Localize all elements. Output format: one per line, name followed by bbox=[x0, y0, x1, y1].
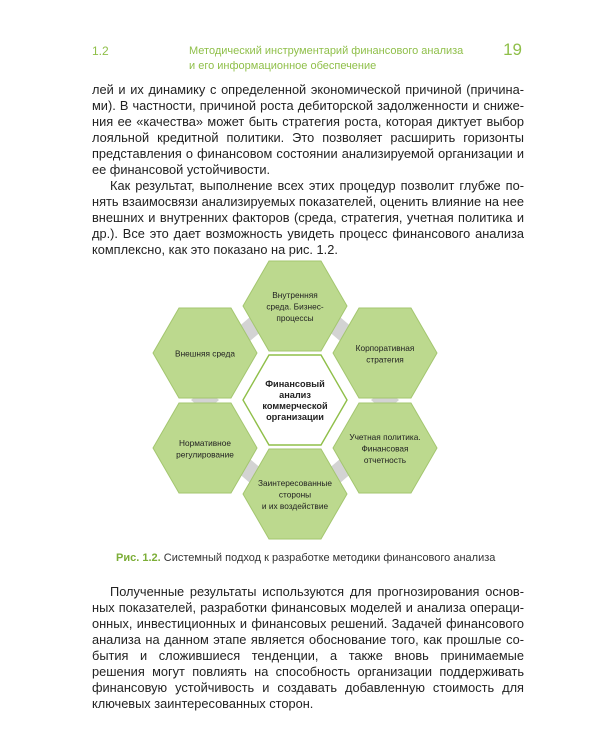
hex-label-line: Корпоративная bbox=[355, 342, 415, 353]
hex-bottom bbox=[243, 449, 347, 539]
hex-shape bbox=[333, 308, 437, 398]
hex-center bbox=[243, 355, 347, 445]
hex-label-line: стороны bbox=[278, 489, 312, 500]
hex-upper-left bbox=[153, 308, 257, 398]
hex-label-line: стратегия bbox=[366, 354, 404, 365]
hex-label-line: отчетность bbox=[363, 455, 407, 465]
hex-upper-right bbox=[333, 308, 437, 398]
hex-label-line: Заинтересованные bbox=[258, 478, 332, 488]
hex-shape bbox=[153, 403, 257, 493]
hex-label-line: среда. Бизнес- bbox=[266, 301, 324, 312]
section-number: 1.2 bbox=[92, 44, 109, 58]
hex-label-line: процессы bbox=[276, 313, 314, 323]
hex-label-line: коммерческой bbox=[262, 401, 328, 411]
paragraph-3: Полученные результаты используются для прогнозирования основных показателей, разработки финансовых моделей и анализа операционных, инвестиционных и финансовых решений. Задачей финансового анализа на данном этапе является обоснование того, как прошлые события и сложившиеся тенденции, а также вновь принимаемые решения могут повлиять на способность организации поддерживать финансовую устойчивость и создавать добавленную стоимость для ключевых заинтересованных сторон. bbox=[92, 584, 524, 711]
figure-label: Рис. 1.2. bbox=[116, 552, 161, 564]
hex-label-line: Нормативное bbox=[178, 437, 232, 448]
hex-label-line: организации bbox=[266, 412, 324, 422]
hex-shape bbox=[243, 355, 347, 445]
hex-label-line: регулирование bbox=[176, 449, 234, 460]
running-header bbox=[92, 40, 522, 80]
hex-label-line: Финансовый bbox=[265, 379, 325, 389]
figure-caption bbox=[116, 552, 516, 564]
running-title: Методический инструментарий финансового анализа и его информационное обеспечение bbox=[189, 45, 464, 72]
hex-label-line: Финансовая bbox=[361, 443, 409, 454]
hex-lower-left bbox=[153, 403, 257, 493]
paragraph-1: лей и их динамику с определенной экономической причиной (причинами). В частности, причиной роста дебиторской задолженности и снижения ее «качества» может быть стратегия роста, которая диктует выбор лояльной кредитной политики. Это позволяет расширить горизонты представления о финансовом состоянии анализируемой организации и ее финансовой устойчивости. bbox=[92, 82, 524, 177]
hexagon-diagram bbox=[150, 258, 440, 540]
figure-caption-text: Системный подход к разработке методики финансового анализа bbox=[163, 552, 496, 564]
hex-label-line: Учетная политика. bbox=[349, 432, 421, 442]
hex-label-line: Внешняя среда bbox=[175, 348, 235, 359]
hex-label-line: Внутренняя bbox=[272, 290, 318, 300]
hex-lower-right bbox=[333, 403, 437, 493]
hex-label-line: и их воздействие bbox=[261, 501, 329, 511]
hex-label-line: анализ bbox=[279, 390, 311, 400]
page-number: 19 bbox=[503, 40, 522, 59]
paragraph-2: Как результат, выполнение всех этих процедур позволит глубже понять взаимосвязи анализируемых показателей, оценить влияние на нее внешних и внутренних факторов (среда, стратегия, учетная политика и др.). Все это дает возможность увидеть процесс финансового анализа комплексно, как это показано на рис. 1.2. bbox=[92, 178, 524, 257]
hex-top bbox=[243, 261, 347, 351]
